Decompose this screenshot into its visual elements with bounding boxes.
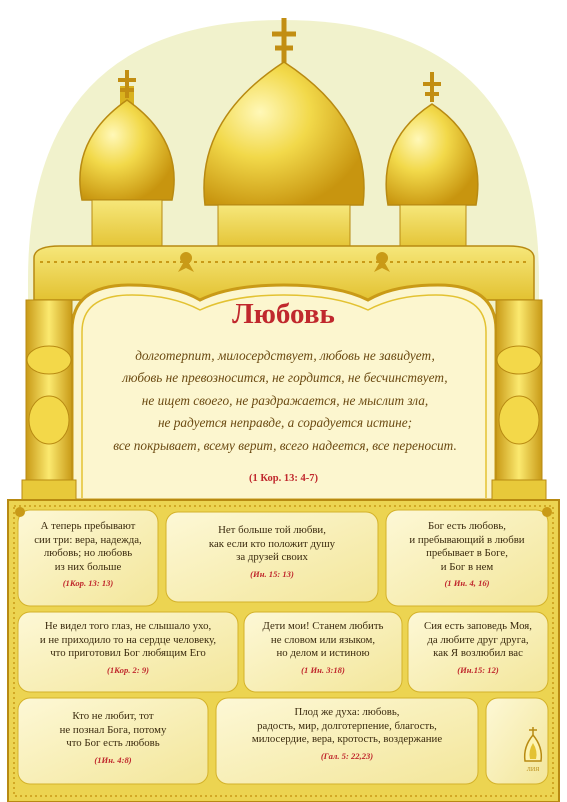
verse-line: не словом или языком, <box>270 633 376 646</box>
verse-line: пребывает в Боге, <box>426 547 508 560</box>
verse-stone-1 <box>18 520 158 591</box>
poem-line: все покрывает, всему верит, всего надеется, все переносит. <box>113 437 457 453</box>
poem-reference: (1 Кор. 13: 4-7) <box>249 473 318 484</box>
verse-stone-5 <box>244 620 402 677</box>
verse-reference: (1Ин. 4:8) <box>94 754 132 765</box>
verse-line: радость, мир, долготерпение, благость, <box>257 719 437 732</box>
verse-reference: (1Кор. 13: 13) <box>62 578 114 589</box>
poem-line: долготерпит, милосердствует, любовь не завидует, <box>135 348 435 363</box>
verse-reference: (1 Ин. 4, 16) <box>444 578 490 589</box>
verse-reference: (Ин.15: 12) <box>457 664 499 675</box>
publisher-logo <box>517 725 549 775</box>
verse-line: милосердие, вера, кротость, воздержание <box>251 733 443 746</box>
verse-line: Не видел того глаз, не слышало ухо, <box>44 620 212 632</box>
verse-line: Кто не любит, тот <box>72 710 154 722</box>
verse-stone-7 <box>18 710 208 767</box>
verse-line: Сия есть заповедь Моя, <box>424 620 532 632</box>
verse-stone-8 <box>216 706 478 763</box>
verse-reference: (1 Ин. 3:18) <box>301 664 345 675</box>
verse-line: за друзей своих <box>236 551 308 564</box>
verse-line: не познал Бога, потому <box>59 723 167 736</box>
verse-line: Дети мои! Станем любить <box>262 620 384 632</box>
verse-line: и пребывающий в любви <box>409 533 525 546</box>
verse-line: как если кто положит душу <box>208 537 336 550</box>
verse-line: что Бог есть любовь <box>66 737 160 750</box>
verse-line: сии три: вера, надежда, <box>34 533 142 546</box>
verse-line: из них больше <box>54 560 122 573</box>
poem-block <box>95 345 475 457</box>
verse-line: и Бог в нем <box>440 560 494 573</box>
publisher-logo-text: ЛИЯ <box>526 767 540 773</box>
verse-stone-6 <box>408 620 548 677</box>
verse-stone-4 <box>18 620 238 677</box>
verse-line: любовь; но любовь <box>43 547 133 560</box>
poem-line: любовь не превозносится, не гордится, не бесчинствует, <box>122 370 448 386</box>
verse-line: как Я возлюбил вас <box>433 647 523 660</box>
verse-stone-2 <box>166 524 378 581</box>
verse-line: А теперь пребывают <box>40 520 136 532</box>
poem-line: не радуется неправде, а сорадуется истине; <box>157 415 413 431</box>
verse-reference: (Ин. 15: 13) <box>250 568 294 579</box>
verse-line: да любите друг друга, <box>427 633 529 646</box>
verse-line: Плод же духа: любовь, <box>294 706 400 718</box>
verse-line: Бог есть любовь, <box>428 520 506 532</box>
verse-stone-3 <box>386 520 548 591</box>
verse-line: Нет больше той любви, <box>218 524 326 536</box>
page-title: Любовь <box>232 298 335 330</box>
verse-line: но делом и истиною <box>276 647 370 660</box>
verse-line: что приготовил Бог любящим Его <box>50 647 206 660</box>
poem-line: не ищет своего, не раздражается, не мыслит зла, <box>141 392 429 408</box>
verse-reference: (1Кор. 2: 9) <box>106 664 150 675</box>
verse-reference: (Гал. 5: 22,23) <box>320 750 374 761</box>
verse-line: и не приходило то на сердце человеку, <box>39 633 217 646</box>
